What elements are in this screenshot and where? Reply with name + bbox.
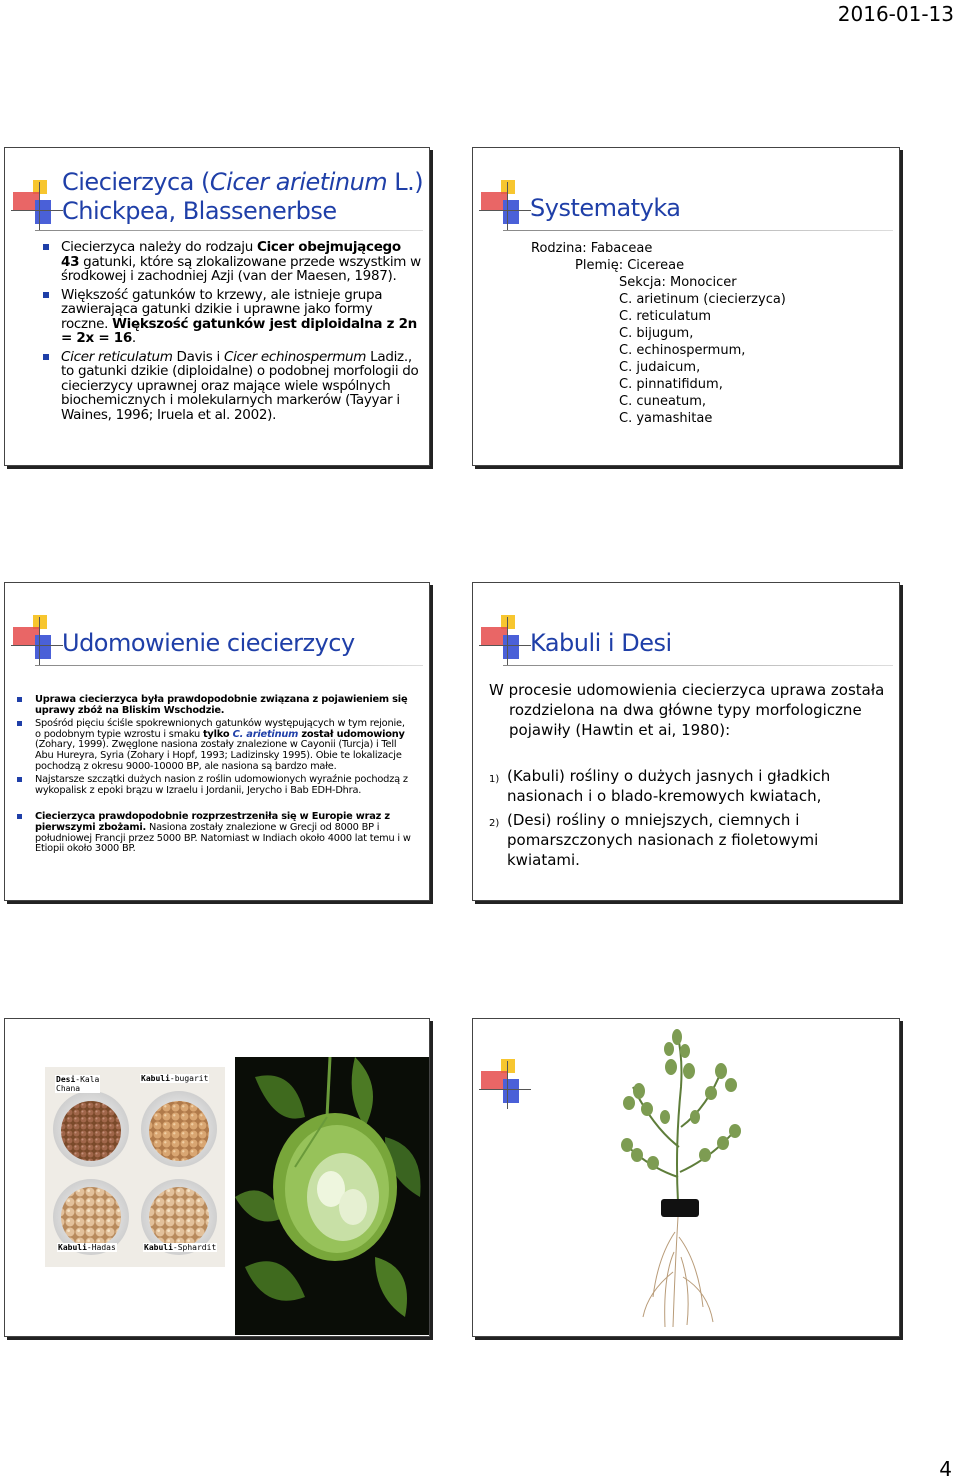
slide-title: Udomowienie ciecierzycy (62, 629, 355, 657)
bullet-item: Spośród pięciu ściśle spokrewnionych gatunków występujących w tym rejonie, o podobnym typie wzrostu i smaku tylko C. arietinum został udomowiony (Zohary, 1999). Zwęglone nasiona zostały znalezione w Cayonii (Turcja) i Tell Abu Hureyra, Syria (Zohary i Hopf, 1993; Ladizinsky 1995). Obie te lokalizacje pochodzą z okresu 9000-10000 BP, ale nasiona są bardzo małe. (15, 719, 411, 772)
numbered-item: 2) (Desi) rośliny o mniejszych, ciemnych i pomarszczonych nasionach z fioletowymi kwiatami. (489, 811, 819, 869)
slide-decoration-icon (479, 1059, 531, 1111)
pod-image (235, 1057, 429, 1335)
label-kabuli-bugarit: Kabuli-bugarit (141, 1074, 209, 1083)
taxonomy-species: C. reticulatum (619, 309, 712, 324)
slide-decoration-icon (479, 180, 531, 232)
chickpea-pod-photo (235, 1057, 429, 1335)
slide-decoration-icon (479, 615, 531, 667)
bullet-item: Najstarsze szczątki dużych nasion z roślin udomowionych wyraźnie pochodzą z wykopalisk z epoki brązu w Izraelu i Jordanii, Jerycho i Bab EDH-Dhra. (15, 775, 411, 796)
slide-decoration-icon (11, 180, 63, 232)
slide-systematics (472, 147, 900, 466)
taxonomy-species: C. judaicum, (619, 360, 701, 375)
slide-title: Systematyka (530, 194, 681, 222)
taxonomy-tribe: Plemię: Cicereae (575, 258, 685, 273)
taxonomy-section: Sekcja: Monocicer (619, 275, 737, 290)
bullet-list (15, 695, 411, 858)
title-underline (503, 665, 893, 666)
page-number: 4 (939, 1457, 952, 1481)
seed-varieties-photo (45, 1067, 225, 1267)
intro-paragraph: W procesie udomowienia ciecierzyca uprawa została rozdzielona na dwa główne typy morfologiczne pojawiły (Hawtin et ai, 1980): (489, 681, 885, 739)
bullet-item: Ciecierzyca należy do rodzaju Cicer obejmującego 43 gatunki, które są zlokalizowane przede wszystkim w środkowej i zachodniej Azji (van der Maesen, 1987). (41, 240, 423, 284)
taxonomy-family: Rodzina: Fabaceae (531, 241, 653, 256)
bullet-item: Większość gatunków to krzewy, ale istnieje grupa zawierająca gatunki dzikie i uprawne jako formy roczne. Większość gatunków jest diploidalna z 2n = 2x = 16. (41, 288, 423, 346)
slide-photos (4, 1018, 430, 1337)
seed-bowls-image (45, 1067, 225, 1267)
title-underline (35, 665, 423, 666)
label-kabuli-sphardit: Kabuli-Sphardit (144, 1243, 217, 1252)
kabuli-desi-text (489, 680, 894, 870)
document-date: 2016-01-13 (837, 2, 954, 26)
numbered-item: 1) (Kabuli) rośliny o dużych jasnych i gładkich nasionach i o blado-kremowych kwiatach, (489, 767, 831, 805)
taxonomy-species: C. cuneatum, (619, 394, 707, 409)
taxonomy-list (531, 240, 786, 427)
title-underline (503, 230, 893, 231)
taxonomy-species: C. echinospermum, (619, 343, 746, 358)
bullet-item: Uprawa ciecierzyca była prawdopodobnie związana z pojawieniem się uprawy zbóż na Bliskim Wschodzie. (15, 695, 411, 716)
label-desi-kala-chana: Desi-Kala Chana (56, 1075, 100, 1093)
taxonomy-species: C. yamashitae (619, 411, 713, 426)
label-kabuli-hadas: Kabuli-Hadas (58, 1243, 116, 1252)
taxonomy-species: C. pinnatifidum, (619, 377, 723, 392)
slide-decoration-icon (11, 615, 63, 667)
slide-title: Kabuli i Desi (530, 629, 672, 657)
title-underline (35, 230, 423, 231)
bullet-item: Ciecierzyca prawdopodobnie rozprzestrzeniła się w Europie wraz z pierwszymi zbożami. Nasiona zostały znalezione w Grecji od 8000 BP i południowej Francji przez 5000 BP. Natomiast w Indiach około 4000 lat temu i w Etiopii około 3000 BP. (15, 812, 411, 854)
chickpea-plant-photo (603, 1027, 753, 1333)
slide-plant (472, 1018, 900, 1337)
slide-domestication (4, 582, 430, 901)
slide-title: Ciecierzyca (Cicer arietinum L.) Chickpea, Blassenerbse (62, 168, 424, 225)
slide-kabuli-desi (472, 582, 900, 901)
taxonomy-species: C. arietinum (ciecierzyca) (619, 292, 786, 307)
slide-chickpea-intro (4, 147, 430, 466)
bullet-list (41, 240, 423, 426)
bullet-item: Cicer reticulatum Davis i Cicer echinospermum Ladiz., to gatunki dzikie (diploidalne) o podobnej morfologii do ciecierzycy uprawnej oraz mające wiele wspólnych biochemicznych i molekularnych markerów (Tayyar i Waines, 1996; Iruela et al. 2002). (41, 350, 423, 423)
plant-image (603, 1027, 753, 1333)
taxonomy-species: C. bijugum, (619, 326, 694, 341)
